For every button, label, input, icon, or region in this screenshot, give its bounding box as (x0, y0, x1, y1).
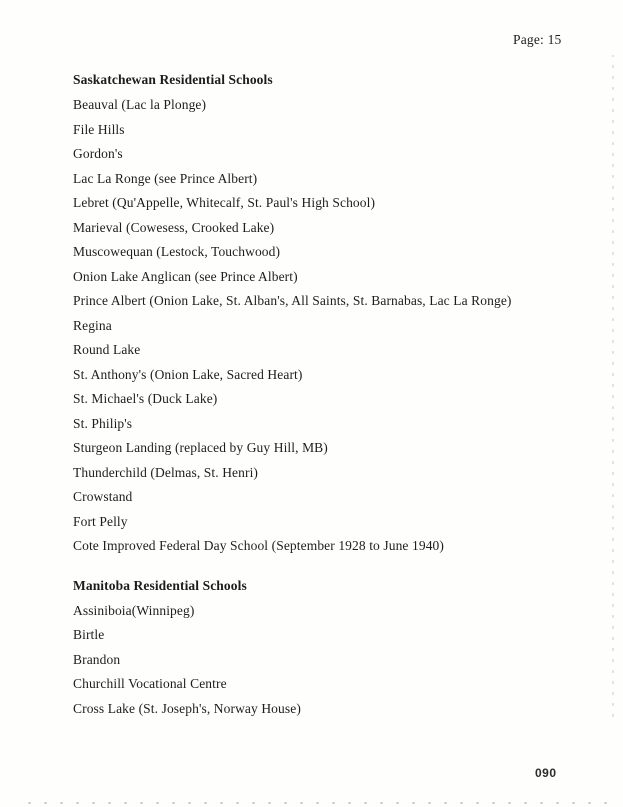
section-heading: Saskatchewan Residential Schools (73, 72, 273, 87)
school-list-item: St. Michael's (Duck Lake) (73, 391, 218, 406)
school-list-item: Onion Lake Anglican (see Prince Albert) (73, 268, 298, 284)
school-list-item: Lebret (Qu'Appelle, Whitecalf, St. Paul's High School) (73, 195, 376, 210)
school-list-item: Fort Pelly (73, 513, 128, 529)
school-list-item: St. Anthony's (Onion Lake, Sacred Heart) (73, 366, 303, 382)
school-list-item: Prince Albert (Onion Lake, St. Alban's, All Saints, St. Barnabas, Lac La Ronge) (73, 293, 512, 308)
school-list-item: Sturgeon Landing (replaced by Guy Hill, MB) (73, 440, 328, 455)
school-list-item: Regina (73, 317, 112, 333)
page-number-header: Page: 15 (513, 32, 562, 47)
document-content (73, 73, 605, 726)
school-list-item: Beauval (Lac la Plonge) (73, 97, 207, 112)
school-list-item: Lac La Ronge (see Prince Albert) (73, 170, 258, 186)
school-list-item: Brandon (73, 651, 121, 667)
school-list-item: Muscowequan (Lestock, Touchwood) (73, 244, 281, 259)
school-list-item: Marieval (Cowesess, Crooked Lake) (73, 219, 275, 235)
school-list-item: Birtle (73, 627, 105, 642)
school-list (73, 98, 605, 564)
scan-artifact-bottom-edge (28, 802, 615, 804)
school-list-item: Cote Improved Federal Day School (September 1928 to June 1940) (73, 538, 444, 553)
school-list-item: Thunderchild (Delmas, St. Henri) (73, 464, 259, 480)
school-section (73, 73, 605, 564)
school-list-item: Assiniboia(Winnipeg) (73, 602, 195, 618)
school-section (73, 579, 605, 727)
school-list-item: St. Philip's (73, 415, 133, 431)
section-heading: Manitoba Residential Schools (73, 577, 247, 593)
school-list-item: Crowstand (73, 489, 133, 504)
school-list-item: Cross Lake (St. Joseph's, Norway House) (73, 700, 301, 716)
school-list-item: Round Lake (73, 342, 141, 357)
school-list-item: Gordon's (73, 146, 123, 161)
school-list-item: Churchill Vocational Centre (73, 676, 227, 691)
school-list-item: File Hills (73, 121, 125, 137)
footer-stamp-number: 090 (535, 766, 557, 780)
scan-artifact-right-edge (612, 55, 614, 717)
school-list (73, 604, 605, 727)
